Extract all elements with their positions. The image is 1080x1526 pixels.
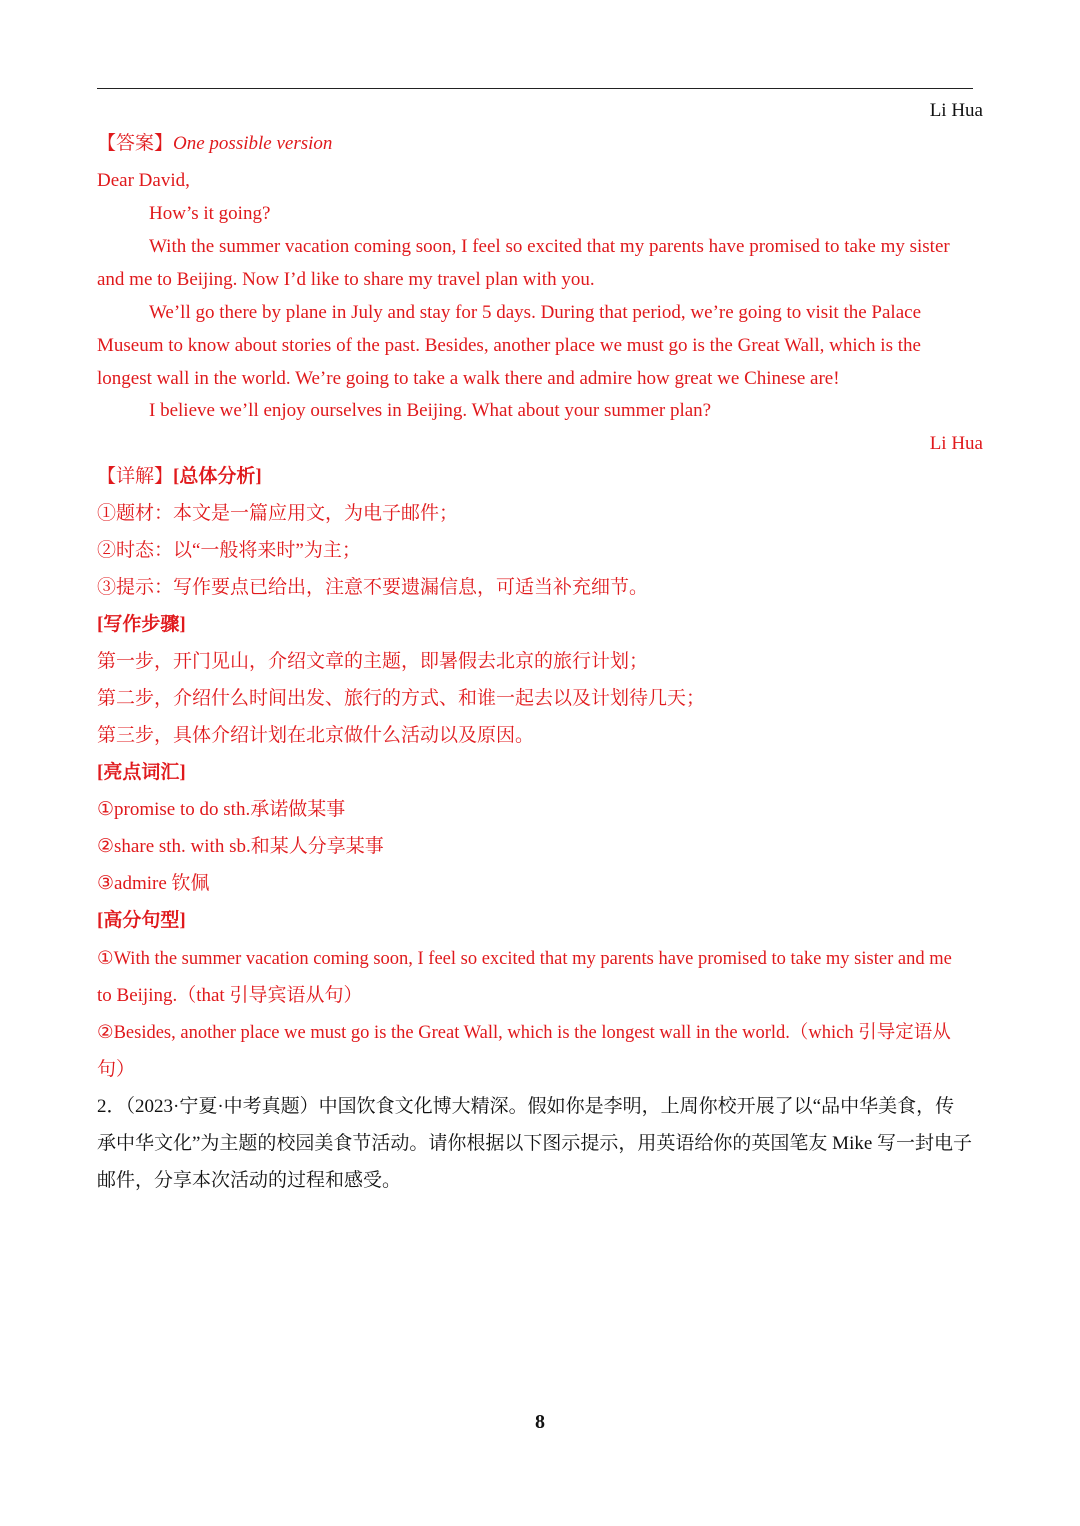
analysis-label: 【详解】 [97, 466, 174, 487]
overall-item-1: ①题材：本文是一篇应用文，为电子邮件； [97, 503, 459, 524]
question-2-line-1: 2．（2023·宁夏·中考真题）中国饮食文化博大精深。假如你是李明，上周你校开展了以“品中华美食，传 [97, 1096, 955, 1117]
letter-paragraph-2-line-2: and me to Beijing. Now I’d like to share my travel plan with you. [97, 269, 595, 290]
writing-line [97, 88, 973, 89]
letter-paragraph-2-line-1: With the summer vacation coming soon, I feel so excited that my parents have promised to take my sister [149, 236, 950, 257]
step-item-2: 第二步，介绍什么时间出发、旅行的方式、和谁一起去以及计划待几天； [97, 688, 706, 709]
letter-paragraph-3-line-1: We’ll go there by plane in July and stay for 5 days. During that period, we’re going to visit the Palace [149, 302, 921, 323]
question-2-line-2: 承中华文化”为主题的校园美食节活动。请你根据以下图示提示，用英语给你的英国笔友 Mike 写一封电子 [97, 1133, 973, 1154]
vocab-item-3: ③admire 钦佩 [97, 873, 210, 894]
overall-item-3: ③提示：写作要点已给出，注意不要遗漏信息，可适当补充细节。 [97, 577, 649, 598]
answer-label: 【答案】 [97, 133, 174, 154]
sentence-heading: [高分句型] [97, 910, 186, 931]
letter-signature: Li Hua [929, 433, 983, 454]
vocab-heading: [亮点词汇] [97, 762, 186, 783]
page-number: 8 [535, 1411, 545, 1433]
vocab-item-1: ①promise to do sth.承诺做某事 [97, 799, 346, 820]
sentence-2-line-2: 句） [97, 1059, 136, 1080]
letter-paragraph-3-line-3: longest wall in the world. We’re going to take a walk there and admire how great we Chinese are! [97, 368, 840, 389]
overall-heading: [总体分析] [173, 466, 262, 487]
letter-greeting: Dear David, [97, 170, 190, 191]
answer-title: One possible version [173, 133, 333, 154]
letter-paragraph-3-line-2: Museum to know about stories of the past. Besides, another place we must go is the Great Wall, which is the [97, 335, 921, 356]
sentence-1-line-2: to Beijing.（that 引导宾语从句） [97, 985, 363, 1006]
question-2-line-3: 邮件，分享本次活动的过程和感受。 [97, 1170, 402, 1191]
answer-header [97, 131, 983, 157]
sentence-1-line-1: ①With the summer vacation coming soon, I feel so excited that my parents have promised to take my sister and me [97, 949, 952, 969]
signature-top: Li Hua [929, 100, 983, 121]
letter-paragraph-4: I believe we’ll enjoy ourselves in Beijing. What about your summer plan? [149, 400, 712, 421]
overall-item-2: ②时态：以“一般将来时”为主； [97, 540, 361, 561]
analysis-header [97, 464, 983, 490]
step-item-3: 第三步，具体介绍计划在北京做什么活动以及原因。 [97, 725, 535, 746]
steps-heading: [写作步骤] [97, 614, 186, 635]
letter-paragraph-1: How’s it going? [149, 203, 271, 224]
vocab-item-2: ②share sth. with sb.和某人分享某事 [97, 836, 384, 857]
step-item-1: 第一步，开门见山，介绍文章的主题，即暑假去北京的旅行计划； [97, 651, 649, 672]
sentence-2-line-1: ②Besides, another place we must go is the Great Wall, which is the longest wall in the world.（which 引导定语从 [97, 1023, 951, 1043]
